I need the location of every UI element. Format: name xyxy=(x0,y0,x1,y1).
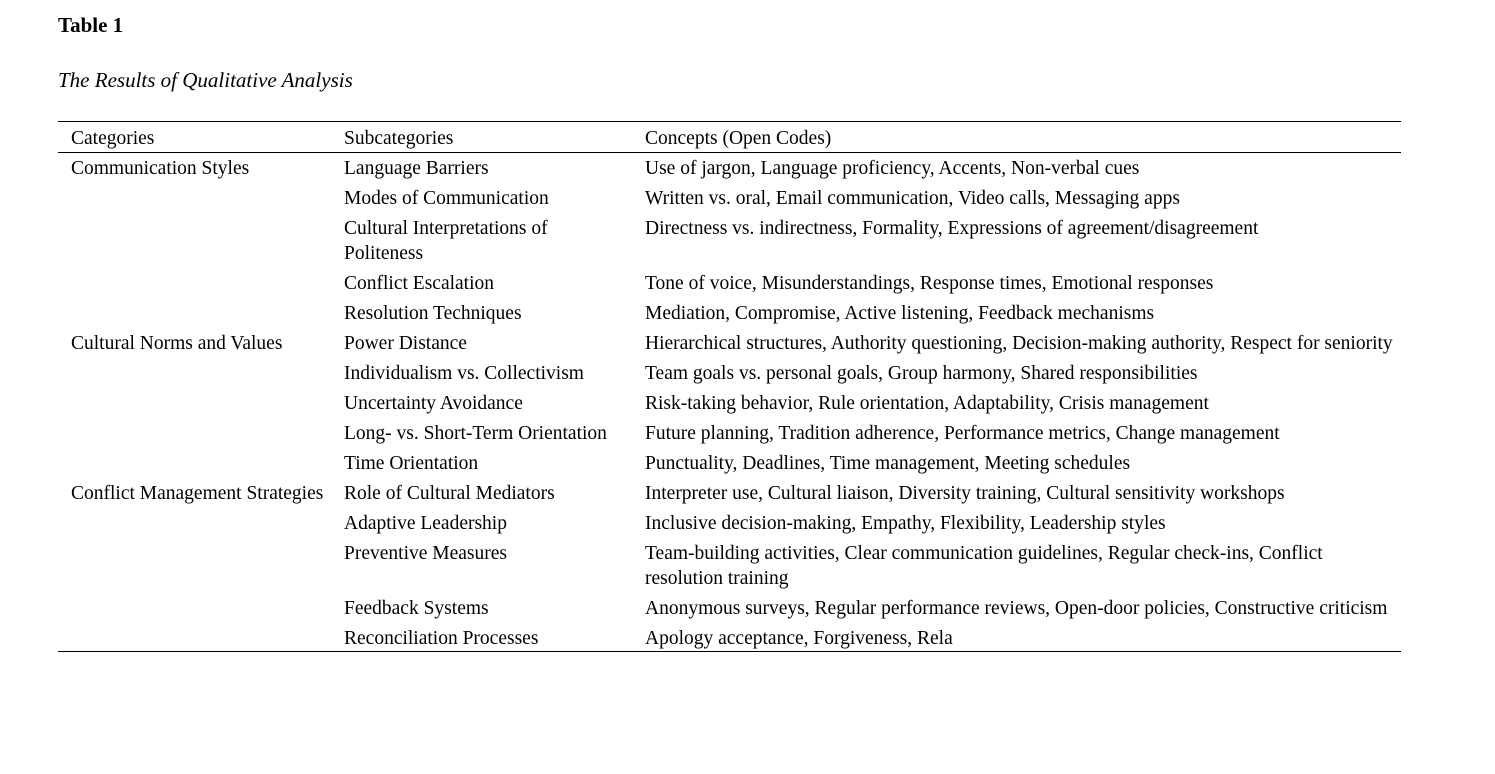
subcategory-cell: Language Barriers xyxy=(344,158,489,179)
category-cell xyxy=(58,213,331,268)
table-row xyxy=(58,593,1401,623)
subcategory-cell: Reconciliation Processes xyxy=(344,628,539,649)
category-cell xyxy=(58,388,331,418)
table-row xyxy=(58,623,1401,652)
header-row xyxy=(58,122,1401,153)
header-concepts: Concepts (Open Codes) xyxy=(645,128,832,149)
subcategory-cell: Adaptive Leadership xyxy=(344,513,507,534)
subcategory-cell: Uncertainty Avoidance xyxy=(344,393,523,414)
subcategory-cell: Long- vs. Short-Term Orientation xyxy=(344,423,607,444)
concepts-cell: Risk-taking behavior, Rule orientation, Adaptability, Crisis management xyxy=(645,393,1209,414)
subcategory-cell: Conflict Escalation xyxy=(344,273,495,294)
concepts-cell: Use of jargon, Language proficiency, Accents, Non-verbal cues xyxy=(645,158,1140,179)
concepts-cell: Hierarchical structures, Authority questioning, Decision-making authority, Respect for seniority xyxy=(645,333,1393,354)
results-table xyxy=(58,121,1401,652)
table-row xyxy=(58,153,1401,184)
subcategory-cell: Individualism vs. Collectivism xyxy=(344,363,584,384)
header-categories: Categories xyxy=(71,128,155,149)
category-cell xyxy=(58,298,331,328)
header-subcategories: Subcategories xyxy=(344,128,454,149)
category-cell xyxy=(58,268,331,298)
table-label: Table 1 xyxy=(58,13,124,37)
category-cell: Communication Styles xyxy=(71,158,250,179)
category-cell xyxy=(58,623,331,652)
category-cell: Conflict Management Strategies xyxy=(71,483,324,504)
subcategory-cell: Resolution Techniques xyxy=(344,303,522,324)
subcategory-cell: Role of Cultural Mediators xyxy=(344,483,555,504)
concepts-cell: Apology acceptance, Forgiveness, Rela xyxy=(645,628,953,649)
concepts-cell: Anonymous surveys, Regular performance reviews, Open-door policies, Constructive criticism xyxy=(645,598,1388,619)
table-row xyxy=(58,358,1401,388)
subcategory-cell: Feedback Systems xyxy=(344,598,489,619)
category-cell: Cultural Norms and Values xyxy=(71,333,283,354)
concepts-cell: Interpreter use, Cultural liaison, Diversity training, Cultural sensitivity workshops xyxy=(645,483,1285,504)
concepts-cell: Inclusive decision-making, Empathy, Flexibility, Leadership styles xyxy=(645,513,1166,534)
concepts-cell: Written vs. oral, Email communication, Video calls, Messaging apps xyxy=(645,188,1180,209)
concepts-cell: Team-building activities, Clear communication guidelines, Regular check-ins, Conflict resolution training xyxy=(645,543,1323,589)
table-row xyxy=(58,388,1401,418)
concepts-cell: Future planning, Tradition adherence, Performance metrics, Change management xyxy=(645,423,1280,444)
table-row xyxy=(58,538,1401,593)
table-row xyxy=(58,268,1401,298)
subcategory-cell: Time Orientation xyxy=(344,453,479,474)
table-row xyxy=(58,448,1401,478)
concepts-cell: Team goals vs. personal goals, Group harmony, Shared responsibilities xyxy=(645,363,1198,384)
table-row xyxy=(58,213,1401,268)
category-cell xyxy=(58,448,331,478)
table-row xyxy=(58,418,1401,448)
category-cell xyxy=(58,508,331,538)
concepts-cell: Punctuality, Deadlines, Time management, Meeting schedules xyxy=(645,453,1131,474)
subcategory-cell: Modes of Communication xyxy=(344,188,549,209)
subcategory-cell: Cultural Interpretations of Politeness xyxy=(344,218,548,264)
subcategory-cell: Power Distance xyxy=(344,333,467,354)
concepts-cell: Tone of voice, Misunderstandings, Response times, Emotional responses xyxy=(645,273,1214,294)
category-cell xyxy=(58,183,331,213)
concepts-cell: Mediation, Compromise, Active listening, Feedback mechanisms xyxy=(645,303,1155,324)
subcategory-cell: Preventive Measures xyxy=(344,543,507,564)
table-row xyxy=(58,508,1401,538)
table-header xyxy=(58,122,1401,153)
table-body xyxy=(58,153,1401,652)
category-cell xyxy=(58,593,331,623)
table-row xyxy=(58,183,1401,213)
category-cell xyxy=(58,418,331,448)
table-title: The Results of Qualitative Analysis xyxy=(58,68,353,92)
category-cell xyxy=(58,538,331,593)
category-cell xyxy=(58,358,331,388)
concepts-cell: Directness vs. indirectness, Formality, Expressions of agreement/disagreement xyxy=(645,218,1259,239)
table-row xyxy=(58,478,1401,508)
table-row xyxy=(58,298,1401,328)
table-row xyxy=(58,328,1401,358)
